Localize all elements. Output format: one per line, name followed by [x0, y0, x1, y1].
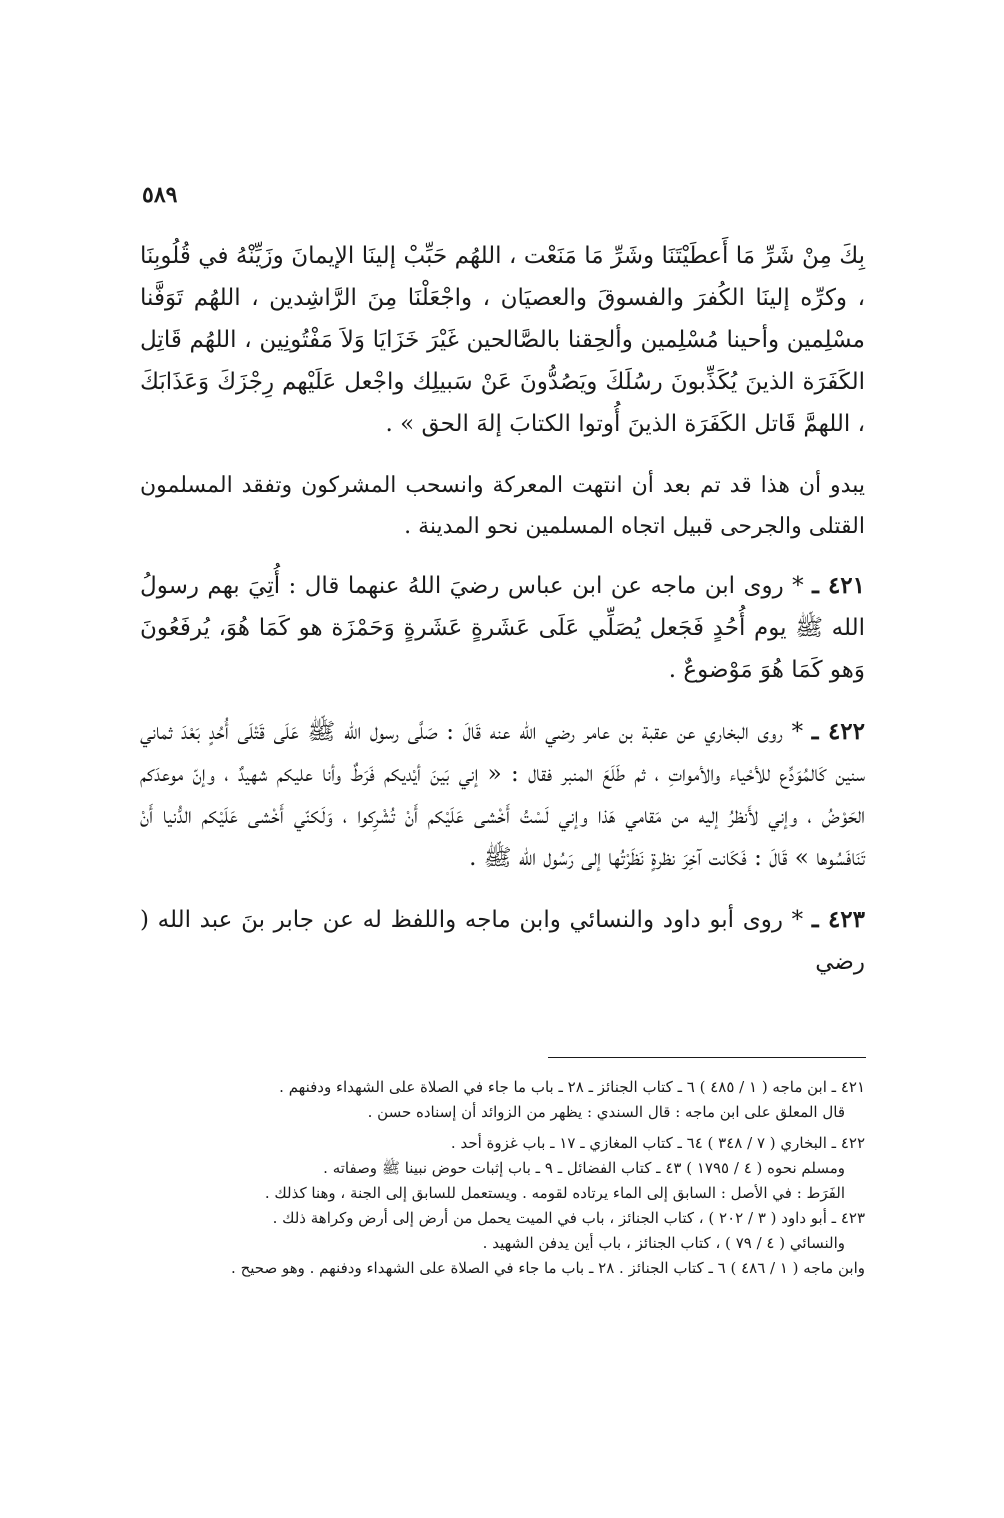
footnote-line: وابن ماجه ( ١ / ٤٨٦ ) ٦ ـ كتاب الجنائز . ٢٨ ـ باب ما جاء في الصلاة على الشهداء ودفنهم . وهو صحيح . [231, 1259, 865, 1277]
footnote-line: والنسائي ( ٤ / ٧٩ ) ، كتاب الجنائز ، باب أين يدفن الشهيد . [482, 1234, 845, 1252]
hadith-421 [140, 565, 865, 691]
footnotes [150, 1075, 865, 1281]
footnote-separator [548, 1057, 866, 1058]
footnote-line: ٤٢٣ ـ أبو داود ( ٣ / ٢٠٢ ) ، كتاب الجنائز ، باب في الميت يحمل من أرض إلى أرض وكراهة ذلك . [272, 1209, 865, 1227]
footnote-line: ٤٢١ ـ ابن ماجه ( ١ / ٤٨٥ ) ٦ ـ كتاب الجنائز ـ ٢٨ ـ باب ما جاء في الصلاة على الشهداء ودفنهم . [279, 1078, 865, 1096]
main-text [140, 235, 865, 1003]
hadith-text: * روى ابن ماجه عن ابن عباس رضيَ اللهُ عنهما قال : أُتِيَ بهم رسولُ الله ﷺ يوم أُحُدٍ فَجَعل يُصَلِّي عَلَى عَشَرةٍ عَشَرةٍ وَحَمْزَة هو كَمَا هُوَ، يُرفَعُونَ وَهو كَمَا هُوَ مَوْضوعٌ . [140, 573, 865, 683]
hadith-423 [140, 899, 865, 983]
narration-paragraph: يبدو أن هذا قد تم بعد أن انتهت المعركة وانسحب المشركون وتفقد المسلمون القتلى والجرحى قبيل اتجاه المسلمين نحو المدينة . [140, 473, 865, 539]
intro-paragraph: بِكَ مِنْ شَرِّ مَا أَعطَيْتَنَا وشَرِّ مَا مَنَعْت ، اللهُم حَبِّبْ إلينَا الإيمانَ وزَيِّنْهُ في قُلُوبِنَا ، وكرِّه إلينَا الكُفرَ والفسوقَ والعصيَان ، واجْعَلْنَا مِنَ الرَّاشِدين ، اللهُم تَوَفَّنا مسْلِمين وأحينا مُسْلِمين وألحِقنا بالصَّالحين غَيْرَ خَزَايَا وَلاَ مَفْتُونِين ، اللهُم قَاتِل الكَفَرَة الذينَ يُكَذِّبونَ رسُلَكَ ويَصُدُّونَ عَنْ سَبيلِك واجْعل عَلَيْهم رِجْزَكَ وَعَذَابَكَ ، اللهمَّ قَاتل الكَفَرَة الذينَ أُوتوا الكتابَ إلهَ الحق » . [140, 243, 865, 437]
hadith-text: * روى أبو داود والنسائي وابن ماجه واللفظ له عن جابر بنَ عبد الله ( رضي [140, 907, 865, 975]
footnote-line: الفَرَط : في الأصل : السابق إلى الماء يرتاده لقومه . ويستعمل للسابق إلى الجنة ، وهنا كذلك . [264, 1184, 845, 1202]
hadith-text: * روى البخاري عن عقبة بن عامر رضي الله عنه قَالَ : صَلَّى رسول الله ﷺ عَلَى قَتْلَى أُحُدٍ بَعْدَ ثماني سنين كَالمُوَدِّع للأحْياء والأمواتِ ، ثم طَلَعَ المنبر فقال : « إني بَينَ أيْديكم فَرَطٌ وأنا عليكم شهيدٌ ، وإنّ موعدَكم الحَوْضُ ، وإني لأَنظرُ إليه من مَقامي هَذا وإني لَسْتُ أَخْشى عَلَيْكم أَنْ تُشْرِكوا ، وَلَكنّي أَخْشى عَلَيْكم الدُّنيا أَنْ تَنَافَسُوها » قَالَ : فَكَانت آخِرَ نظرةٍ نَظَرْتُها إلى رَسُول الله ﷺ . [140, 719, 865, 871]
footnote-line: ٤٢٢ ـ البخاري ( ٧ / ٣٤٨ ) ٦٤ ـ كتاب المغازي ـ ١٧ ـ باب غزوة أحد . [450, 1134, 865, 1152]
footnote-line: قال المعلق على ابن ماجه : قال السندي : يظهر من الزوائد أن إسناده حسن . [367, 1103, 845, 1121]
footnote-line: ومسلم نحوه ( ٤ / ١٧٩٥ ) ٤٣ ـ كتاب الفضائل ـ ٩ ـ باب إثبات حوض نبينا ﷺ وصفاته . [323, 1159, 845, 1177]
page-number: ٥٨٩ [142, 182, 178, 208]
hadith-422 [140, 711, 865, 879]
hadith-number: ٤٢١ ـ [812, 572, 866, 599]
hadith-number: ٤٢٢ ـ [811, 718, 865, 745]
hadith-number: ٤٢٣ ـ [811, 906, 866, 933]
